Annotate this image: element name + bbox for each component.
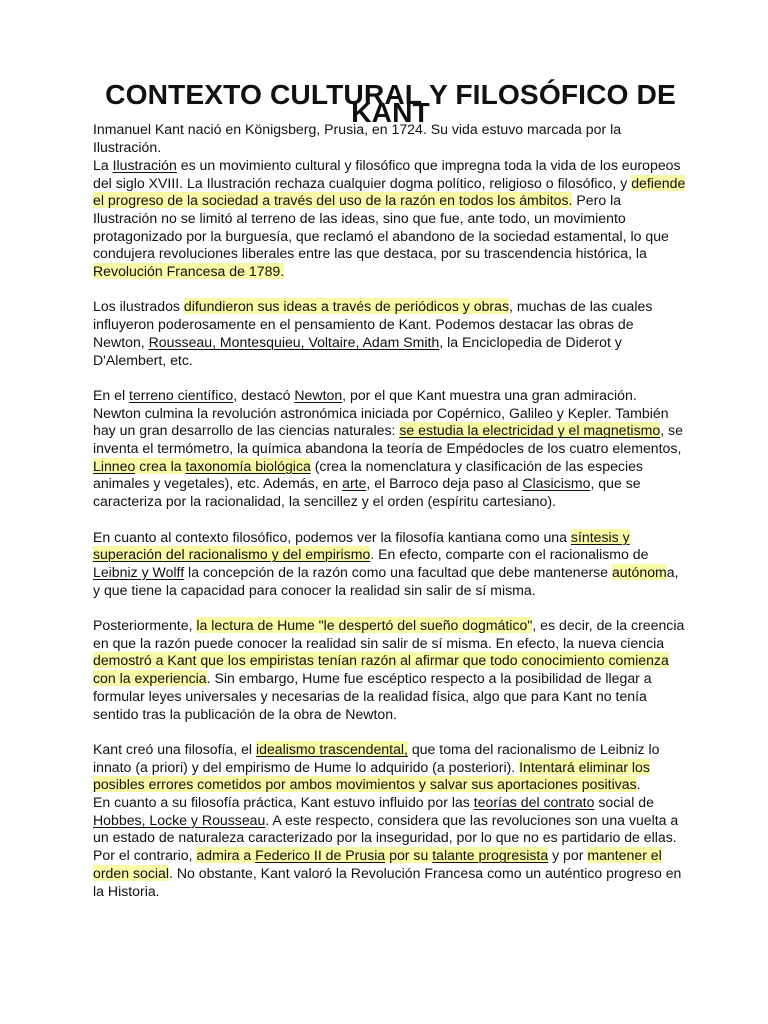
highlighted-text: difundieron sus ideas a través de periódicos y obras <box>183 298 510 315</box>
paragraph <box>93 617 688 723</box>
paragraph <box>93 121 688 156</box>
text-run: . A este respecto, considera que las revoluciones son una vuelta a un estado de naturaleza caracterizado por la inseguridad, por lo que no es partidario de ellas. Por el contrario, <box>93 811 679 864</box>
underlined-text: Leibniz y Wolff <box>93 563 185 580</box>
document-title: CONTEXTO CULTURAL Y FILOSÓFICO DE KANT <box>105 78 676 128</box>
highlighted-underlined-text: Linneo <box>93 457 136 474</box>
highlighted-underlined-text: se estudia la electricidad y el magnetismo <box>399 422 661 439</box>
highlighted-underlined-text: talante progresista <box>432 847 549 864</box>
text-run: la concepción de la razón como una facultad que debe mantenerse <box>184 563 612 580</box>
text-run: En el <box>93 386 130 403</box>
highlighted-text: defiende el progreso de la sociedad a través del uso de la razón en todos los ámbitos. <box>93 174 686 209</box>
underlined-text: Ilustración <box>112 156 177 173</box>
text-run: , destacó <box>233 386 295 403</box>
text-run: social de <box>594 794 654 811</box>
paragraph <box>93 387 688 511</box>
text-run: , por el que Kant muestra una gran admiración. Newton culmina la revolución astronómica iniciada por Copérnico, Galileo y Kepler. También hay un gran desarrollo de las ciencias naturales: <box>93 386 669 439</box>
text-run: a, y que tiene la capacidad para conocer la realidad sin salir de sí misma. <box>93 563 679 598</box>
text-run: La <box>93 156 113 173</box>
text-run: En cuanto a su filosofía práctica, Kant estuvo influido por las <box>93 794 474 811</box>
highlighted-text: la lectura de Hume "le despertó del sueño dogmático" <box>196 617 533 634</box>
text-run: Inmanuel Kant nació en Königsberg, Prusia, en 1724. Su vida estuvo marcada por la Ilustración. <box>93 121 622 156</box>
highlighted-text: mantener el orden social <box>93 847 662 881</box>
text-run: . <box>636 776 641 793</box>
text-run: Pero la Ilustración no se limitó al terreno de las ideas, sino que fue, ante todo, un movimiento protagonizado por la burguesía, que reclamó el abandono de la sociedad estamental, lo que condujera revoluciones liberales entre las que destaca, por su trascendencia histórica, la <box>93 192 669 262</box>
paragraph-gap <box>93 723 688 741</box>
text-run: , es decir, de la creencia en que la razón puede conocer la realidad sin salir de sí misma. En efecto, la nueva ciencia <box>93 617 685 651</box>
underlined-text: Rousseau, Montesquieu, Voltaire, Adam Smith <box>148 333 440 350</box>
text-run: , que se caracteriza por la racionalidad, la sencillez y el orden (espíritu cartesiano). <box>93 475 641 510</box>
text-run: es un movimiento cultural y filosófico que impregna toda la vida de los europeos del siglo XVIII. La Ilustración rechaza cualquier dogma político, religioso o filosófico, y <box>93 156 681 191</box>
paragraph <box>93 741 688 794</box>
highlighted-text: admira a <box>196 847 256 864</box>
text-run: (crea la nomenclatura y clasificación de las especies animales y vegetales), etc. Además, en <box>93 457 643 492</box>
document-body <box>93 121 688 900</box>
paragraph <box>93 529 688 600</box>
paragraph <box>93 794 688 900</box>
highlighted-text: Revolución Francesa de 1789. <box>93 263 285 280</box>
text-run: , el Barroco deja paso al <box>366 475 523 492</box>
underlined-text: teorías del contrato <box>473 794 595 811</box>
underlined-text: Newton <box>294 386 343 403</box>
highlighted-text: demostró a Kant que los empiristas tenían razón al afirmar que todo conocimiento comienza con la experiencia <box>93 652 669 687</box>
text-run: En cuanto al contexto filosófico, podemos ver la filosofía kantiana como una <box>93 528 571 545</box>
underlined-text: terreno científico <box>129 386 234 403</box>
paragraph <box>93 298 688 369</box>
paragraph-gap <box>93 599 688 617</box>
text-run: Kant creó una filosofía, el <box>93 740 256 757</box>
text-run: , la Enciclopedia de Diderot y D'Alembert, etc. <box>93 333 622 368</box>
underlined-text: Clasicismo <box>522 475 591 492</box>
text-run: . Sin embargo, Hume fue escéptico respecto a la posibilidad de llegar a formular leyes universales y necesarias de la realidad física, algo que para Kant no tenía sentido tras la publicación de la obra de Newton. <box>93 670 652 722</box>
underlined-text: Hobbes, Locke y Rousseau <box>93 811 266 828</box>
highlighted-text: por su <box>385 847 433 864</box>
text-run: , muchas de las cuales influyeron poderosamente en el pensamiento de Kant. Podemos destacar las obras de Newton, <box>93 298 653 350</box>
text-run: Posteriormente, <box>93 617 197 634</box>
text-run: . No obstante, Kant valoró la Revolución Francesa como un auténtico progreso en la Historia. <box>93 864 682 899</box>
text-run: , se inventa el termómetro, la química abandona la teoría de Empédocles de los cuatro elementos, <box>93 422 683 457</box>
text-run: y por <box>548 847 588 864</box>
text-run: . En efecto, comparte con el racionalismo de <box>370 546 649 563</box>
paragraph-gap <box>93 281 688 299</box>
text-run: Los ilustrados <box>93 298 184 315</box>
highlighted-text: Intentará eliminar los posibles errores cometidos por ambos movimientos y salvar sus aportaciones positivas <box>93 758 650 793</box>
underlined-text: arte <box>342 475 367 492</box>
paragraph <box>93 157 688 281</box>
paragraph-gap <box>93 511 688 529</box>
highlighted-underlined-text: Federico II de Prusia <box>255 847 386 864</box>
text-run: que toma del racionalismo de Leibniz lo innato (a priori) y del empirismo de Hume lo adquirido (a posteriori). <box>93 740 660 775</box>
highlighted-text: autónom <box>611 563 667 580</box>
paragraph-gap <box>93 369 688 387</box>
highlighted-underlined-text: síntesis y superación del racionalismo y del empirismo <box>93 528 630 563</box>
highlighted-underlined-text: idealismo trascendental, <box>255 740 408 757</box>
highlighted-underlined-text: taxonomía biológica <box>185 457 311 474</box>
highlighted-text: crea la <box>135 457 186 474</box>
